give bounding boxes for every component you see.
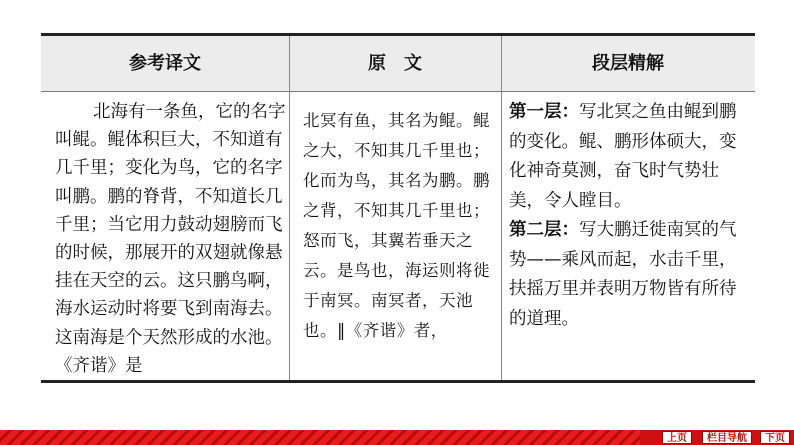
layer-text: 写北冥之鱼由鲲到鹏的变化。鲲、鹏形体硕大，变化神奇莫测，奋飞时气势壮美，令人瞠目。: [509, 102, 737, 211]
decorative-stripe: [0, 430, 640, 445]
layer-text: 写大鹏迁徙南冥的气势——乘风而起，水击千里，扶摇万里并表明万物皆有所待的道理。: [509, 220, 737, 329]
table-header-row: [41, 36, 755, 92]
analysis-layer-1: [509, 98, 745, 216]
analysis-cell: [509, 98, 745, 334]
header-translation: 参考译文: [129, 53, 201, 74]
header-original: 原 文: [368, 53, 422, 74]
header-analysis: 段层精解: [592, 53, 664, 74]
original-text: 北冥有鱼，其名为鲲。鲲之大，不知其几千里也；化而为鸟，其名为鹏。鹏之背，不知其几千里也；怒而飞，其翼若垂天之云。是鸟也，海运则将徙于南冥。南冥者，天池也。‖《齐谐》者，: [303, 111, 490, 340]
layer-label: 第二层：: [509, 220, 579, 240]
column-divider: [289, 36, 290, 380]
translation-cell: [55, 98, 289, 380]
bottom-nav-bar: [0, 430, 794, 445]
menu-nav-button[interactable]: 栏目导航: [702, 431, 752, 444]
column-divider: [501, 36, 502, 380]
layer-label: 第一层：: [509, 102, 579, 122]
original-cell: [303, 106, 493, 346]
prev-page-button[interactable]: 上页: [662, 431, 692, 444]
analysis-layer-2: [509, 216, 745, 334]
next-page-button[interactable]: 下页: [760, 431, 790, 444]
content-table: [41, 33, 755, 383]
translation-text: 北海有一条鱼，它的名字叫鲲。鲲体积巨大，不知道有几千里；变化为鸟，它的名字叫鹏。鹏的脊背，不知道长几千里；当它用力鼓动翅膀而飞的时候，那展开的双翅就像悬挂在天空的云。这只鹏鸟啊，海水运动时将要飞到南海去。这南海是个天然形成的水池。《齐谐》是: [55, 102, 286, 376]
